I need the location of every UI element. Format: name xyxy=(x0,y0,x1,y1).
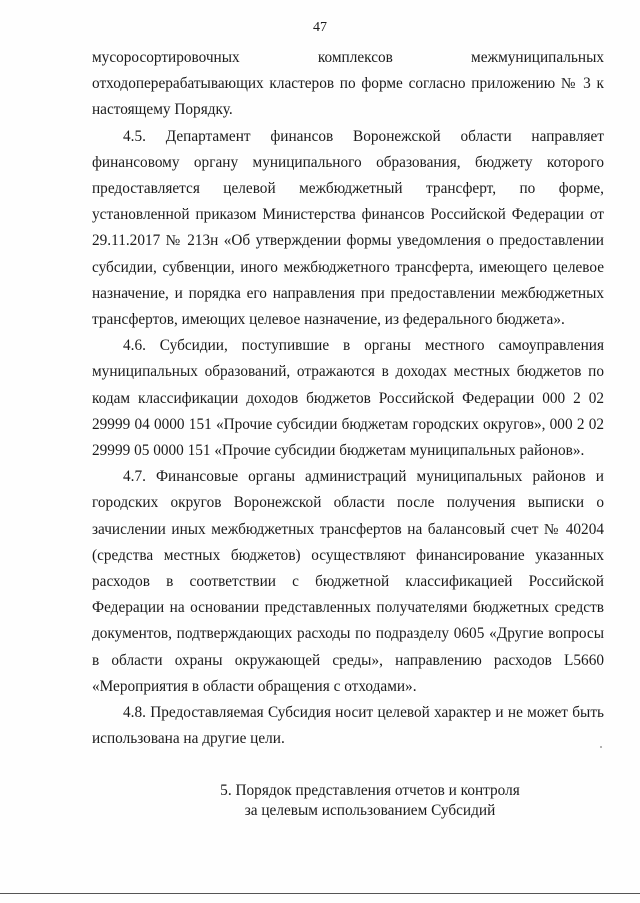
paragraph-4-6: 4.6. Субсидии, поступившие в органы местного самоуправления муниципальных образований, отражаются в доходах местных бюджетов по кодам классификации доходов бюджетов Российской Федерации 000 2 02 29999 04 0000 151 «Прочие субсидии бюджетам городских округов», 000 2 02 29999 05 0000 151 «Прочие субсидии бюджетам муниципальных районов». xyxy=(92,337,604,460)
paragraph-4-5: 4.5. Департамент финансов Воронежской области направляет финансовому органу муниципального образования, бюджету которого предоставляется целевой межбюджетный трансферт, по форме, установленной приказом Министерства финансов Российской Федерации от 29.11.2017 № 213н «Об утверждении формы уведомления о предоставлении субсидии, субвенции, иного межбюджетного трансферта, имеющего целевое назначение, и порядка его направления при предоставлении межбюджетных трансфертов, имеющих целевое назначение, из федерального бюджета». xyxy=(92,127,604,329)
body-text xyxy=(92,45,604,752)
page-bottom-rule xyxy=(0,893,640,894)
scan-speck xyxy=(600,746,602,748)
section-heading xyxy=(160,781,580,821)
page-number: 47 xyxy=(313,20,327,35)
paragraph-continuation: мусоросортировочных комплексов межмуниципальных отходоперерабатывающих кластеров по форме согласно приложению № 3 к настоящему Порядку. xyxy=(92,49,604,119)
section-heading-line-2: за целевым использованием Субсидий xyxy=(244,802,496,819)
paragraph-4-8: 4.8. Предоставляемая Субсидия носит целевой характер и не может быть использована на другие цели. xyxy=(92,704,604,748)
paragraph-4-7: 4.7. Финансовые органы администраций муниципальных районов и городских округов Воронежской области после получения выписки о зачислении иных межбюджетных трансфертов на балансовый счет № 40204 (средства местных бюджетов) осуществляют финансирование указанных расходов в соответствии с бюджетной классификацией Российской Федерации на основании представленных получателями бюджетных средств документов, подтверждающих расходы по подразделу 0605 «Другие вопросы в области охраны окружающей среды», направлению расходов L5660 «Мероприятия в области обращения с отходами». xyxy=(92,468,604,695)
section-heading-line-1: 5. Порядок представления отчетов и контроля xyxy=(220,782,520,799)
